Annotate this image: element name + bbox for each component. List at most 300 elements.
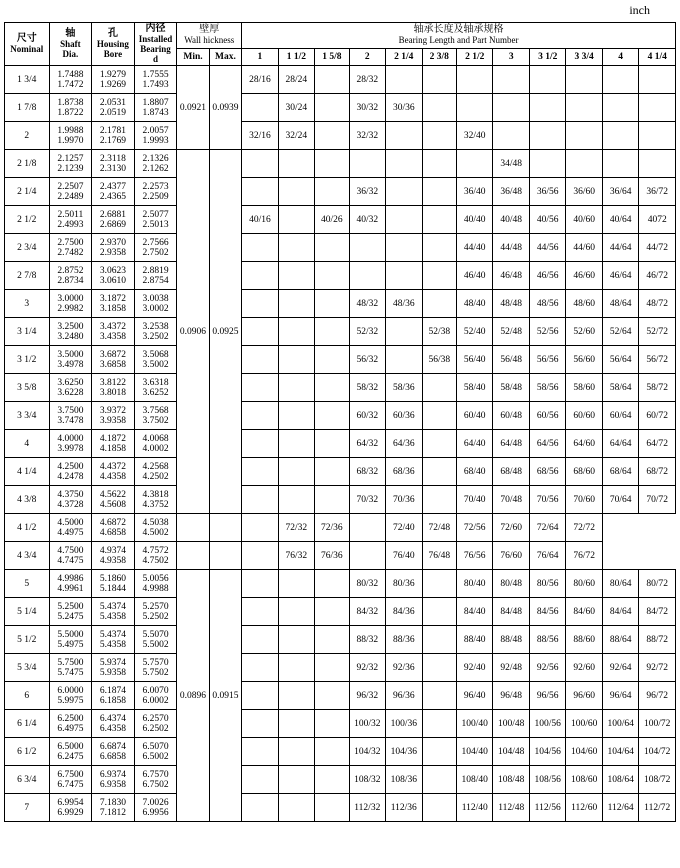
cell-length-2: [315, 458, 349, 486]
cell-length-3: 72/32: [278, 514, 314, 542]
cell-bearing: [134, 150, 177, 178]
cell-housing: [92, 458, 135, 486]
cell-shaft-upper: 2.7500: [57, 237, 84, 248]
cell-shaft: [49, 626, 92, 654]
cell-length-4: 60/36: [386, 402, 422, 430]
cell-length-7: 36/48: [493, 178, 529, 206]
header-wall-min: Min.: [177, 49, 209, 66]
cell-length-8: 64/56: [529, 430, 565, 458]
cell-shaft: [49, 122, 92, 150]
header-bearing-en3: d: [152, 54, 158, 64]
cell-size: 7: [5, 794, 50, 822]
cell-length-9: 58/60: [566, 374, 602, 402]
cell-length-1: [278, 458, 314, 486]
cell-housing-lower: 5.1844: [99, 583, 126, 594]
header-wall-thickness: [177, 23, 242, 49]
cell-housing-upper: 2.4377: [99, 181, 126, 192]
cell-length-4: 76/36: [315, 542, 349, 570]
cell-size: 4 1/2: [5, 514, 50, 542]
cell-housing-lower: 4.9358: [99, 555, 126, 566]
cell-bearing-lower: 1.8743: [142, 107, 169, 118]
cell-shaft-upper: 6.7500: [57, 769, 84, 780]
cell-length-11: 76/72: [566, 542, 602, 570]
cell-shaft-lower: 3.9978: [57, 443, 84, 454]
table-row: [5, 598, 676, 626]
cell-shaft-upper: 2.2507: [57, 181, 84, 192]
header-bearing: [134, 23, 177, 66]
cell-bearing: [134, 570, 177, 598]
cell-length-6: 92/40: [456, 654, 492, 682]
cell-bearing: [134, 458, 177, 486]
header-len-col-6: 2 1/2: [456, 49, 492, 66]
cell-bearing: [134, 794, 177, 822]
cell-bearing: [134, 598, 177, 626]
cell-bearing: [134, 542, 177, 570]
cell-length-6: [456, 66, 492, 94]
cell-length-2: [315, 710, 349, 738]
cell-length-10: 88/64: [602, 626, 638, 654]
cell-bearing-upper: 6.7570: [142, 769, 169, 780]
unit-label: inch: [629, 3, 650, 17]
cell-housing-upper: 4.4372: [99, 461, 126, 472]
table-row: [5, 542, 676, 570]
cell-shaft: [49, 430, 92, 458]
cell-length-7: 48/48: [493, 290, 529, 318]
cell-bearing-lower: 4.0002: [142, 443, 169, 454]
header-bearing-length: [242, 23, 676, 49]
cell-length-2: [315, 94, 349, 122]
cell-length-9: 104/60: [566, 738, 602, 766]
cell-length-1: 30/24: [278, 94, 314, 122]
cell-bearing: [134, 682, 177, 710]
cell-length-3: 96/32: [349, 682, 385, 710]
cell-housing-upper: 1.9279: [99, 69, 126, 80]
cell-length-5: [422, 402, 456, 430]
cell-length-9: 46/60: [566, 262, 602, 290]
header-len-col-9: 3 3/4: [566, 49, 602, 66]
cell-shaft: [49, 570, 92, 598]
table-row: [5, 178, 676, 206]
cell-length-3: 88/32: [349, 626, 385, 654]
cell-bearing: [134, 94, 177, 122]
cell-length-0: [242, 234, 278, 262]
cell-length-10: 76/64: [529, 542, 565, 570]
cell-length-7: 52/48: [493, 318, 529, 346]
cell-length-10: 60/64: [602, 402, 638, 430]
cell-housing-lower: 6.1858: [99, 695, 126, 706]
table-row: [5, 374, 676, 402]
cell-bearing-upper: 4.2568: [142, 461, 169, 472]
cell-length-11: 88/72: [639, 626, 676, 654]
header-size: [5, 23, 50, 66]
cell-length-5: [422, 430, 456, 458]
cell-length-7: [493, 94, 529, 122]
cell-length-8: 104/56: [529, 738, 565, 766]
cell-length-9: 108/60: [566, 766, 602, 794]
cell-housing-upper: 7.1830: [99, 797, 126, 808]
cell-length-7: [493, 122, 529, 150]
cell-shaft: [49, 234, 92, 262]
cell-shaft: [49, 318, 92, 346]
cell-length-11: 96/72: [639, 682, 676, 710]
cell-housing-upper: 2.6881: [99, 209, 126, 220]
cell-length-10: 108/64: [602, 766, 638, 794]
header-len-col-10: 4: [602, 49, 638, 66]
cell-length-4: [386, 262, 422, 290]
cell-wall-max: 0.0939: [209, 66, 241, 150]
cell-length-7: 108/48: [493, 766, 529, 794]
cell-length-8: [529, 66, 565, 94]
cell-shaft: [49, 150, 92, 178]
cell-length-3: 36/32: [349, 178, 385, 206]
table-body: [5, 66, 676, 822]
cell-length-0: [242, 290, 278, 318]
cell-bearing: [134, 402, 177, 430]
cell-housing-upper: 4.5622: [99, 489, 126, 500]
cell-size: 4 3/8: [5, 486, 50, 514]
cell-length-8: 40/56: [529, 206, 565, 234]
header-size-en: Nominal: [10, 44, 44, 54]
cell-length-8: 80/56: [529, 570, 565, 598]
cell-length-9: [566, 94, 602, 122]
cell-length-5: [349, 514, 385, 542]
cell-length-2: [315, 570, 349, 598]
cell-size: 6: [5, 682, 50, 710]
header-housing-en2: Bore: [103, 49, 123, 59]
cell-length-8: 52/56: [529, 318, 565, 346]
cell-shaft-upper: 5.5000: [57, 629, 84, 640]
cell-length-0: [242, 598, 278, 626]
cell-length-6: 56/40: [456, 346, 492, 374]
cell-length-9: 56/60: [566, 346, 602, 374]
cell-length-2: [315, 682, 349, 710]
cell-length-4: [386, 206, 422, 234]
cell-length-7: 104/48: [493, 738, 529, 766]
cell-shaft: [49, 682, 92, 710]
cell-length-11: [639, 66, 676, 94]
cell-length-6: 32/40: [456, 122, 492, 150]
cell-shaft-lower: 5.2475: [57, 611, 84, 622]
cell-shaft: [49, 542, 92, 570]
cell-length-4: 80/36: [386, 570, 422, 598]
cell-length-11: 80/72: [639, 570, 676, 598]
cell-length-8: 46/56: [529, 262, 565, 290]
cell-length-8: 60/56: [529, 402, 565, 430]
cell-size: 4 1/4: [5, 458, 50, 486]
cell-shaft-lower: 1.8722: [57, 107, 84, 118]
cell-length-4: [386, 234, 422, 262]
cell-length-2: [315, 654, 349, 682]
cell-length-5: [422, 486, 456, 514]
cell-length-11: 70/72: [639, 486, 676, 514]
cell-bearing-upper: 3.5068: [142, 349, 169, 360]
cell-shaft-lower: 2.4993: [57, 219, 84, 230]
cell-length-0: [242, 374, 278, 402]
cell-length-0: [242, 738, 278, 766]
cell-shaft: [49, 794, 92, 822]
cell-shaft-upper: 6.5000: [57, 741, 84, 752]
cell-length-7: 88/48: [493, 626, 529, 654]
cell-housing: [92, 766, 135, 794]
cell-housing-lower: 2.4365: [99, 191, 126, 202]
cell-length-10: 92/64: [602, 654, 638, 682]
cell-housing-upper: 4.9374: [99, 545, 126, 556]
cell-length-6: 52/40: [456, 318, 492, 346]
cell-size: 2 7/8: [5, 262, 50, 290]
cell-housing-upper: 6.4374: [99, 713, 126, 724]
cell-length-3: [349, 262, 385, 290]
cell-shaft-upper: 2.1257: [57, 153, 84, 164]
cell-bearing-lower: 6.0002: [142, 695, 169, 706]
cell-housing-lower: 2.6869: [99, 219, 126, 230]
cell-length-2: [315, 402, 349, 430]
header-housing-en1: Housing: [96, 39, 129, 49]
cell-length-3: 32/32: [349, 122, 385, 150]
header-bearing-cn: 内径: [145, 23, 166, 34]
cell-length-10: 52/64: [602, 318, 638, 346]
cell-housing: [92, 710, 135, 738]
table-row: [5, 710, 676, 738]
cell-shaft: [49, 206, 92, 234]
cell-length-3: 30/32: [349, 94, 385, 122]
cell-length-0: [242, 178, 278, 206]
cell-housing-lower: 6.4358: [99, 723, 126, 734]
cell-length-2: [315, 766, 349, 794]
cell-length-3: 108/32: [349, 766, 385, 794]
cell-housing-upper: 6.6874: [99, 741, 126, 752]
cell-length-9: 40/60: [566, 206, 602, 234]
cell-length-2: [315, 738, 349, 766]
cell-housing: [92, 486, 135, 514]
cell-length-9: 64/60: [566, 430, 602, 458]
cell-shaft-lower: 6.7475: [57, 779, 84, 790]
cell-shaft-upper: 4.0000: [57, 433, 84, 444]
cell-length-8: 56/56: [529, 346, 565, 374]
cell-length-5: [422, 570, 456, 598]
cell-size: 3 3/4: [5, 402, 50, 430]
cell-length-11: 100/72: [639, 710, 676, 738]
cell-bearing: [134, 262, 177, 290]
cell-length-7: 40/48: [493, 206, 529, 234]
cell-housing: [92, 542, 135, 570]
cell-wall-min: 0.0896: [177, 570, 209, 822]
cell-housing-lower: 3.9358: [99, 415, 126, 426]
cell-housing: [92, 374, 135, 402]
cell-shaft-lower: 1.9970: [57, 135, 84, 146]
cell-length-7: 60/48: [493, 402, 529, 430]
cell-length-0: [242, 346, 278, 374]
header-shaft-en1: Shaft: [60, 39, 81, 49]
cell-housing-lower: 2.0519: [99, 107, 126, 118]
cell-housing: [92, 430, 135, 458]
cell-length-0: 28/16: [242, 66, 278, 94]
cell-housing-lower: 3.1858: [99, 303, 126, 314]
cell-length-6: 36/40: [456, 178, 492, 206]
cell-size: 1 3/4: [5, 66, 50, 94]
cell-length-9: 36/60: [566, 178, 602, 206]
cell-length-10: 70/64: [602, 486, 638, 514]
cell-length-6: 40/40: [456, 206, 492, 234]
cell-housing-upper: 3.9372: [99, 405, 126, 416]
cell-shaft-lower: 3.7478: [57, 415, 84, 426]
cell-bearing-upper: 5.2570: [142, 601, 169, 612]
header-size-cn: 尺寸: [16, 33, 37, 44]
cell-length-10: 56/64: [602, 346, 638, 374]
cell-length-6: [456, 94, 492, 122]
cell-length-0: 32/16: [242, 122, 278, 150]
cell-housing-upper: 4.6872: [99, 517, 126, 528]
header-shaft-cn: 轴: [65, 28, 76, 39]
cell-bearing: [134, 318, 177, 346]
cell-length-3: [349, 234, 385, 262]
cell-length-5: [422, 598, 456, 626]
cell-housing-lower: 5.4358: [99, 639, 126, 650]
cell-bearing-lower: 4.2502: [142, 471, 169, 482]
cell-size: 2 1/2: [5, 206, 50, 234]
cell-length-0: [242, 794, 278, 822]
cell-bearing-upper: 2.8819: [142, 265, 169, 276]
cell-length-3: 84/32: [349, 598, 385, 626]
header-len-col-11: 4 1/4: [639, 49, 676, 66]
cell-length-7: 100/48: [493, 710, 529, 738]
cell-bearing: [134, 710, 177, 738]
cell-shaft-upper: 4.3750: [57, 489, 84, 500]
header-length-en: Bearing Length and Part Number: [398, 35, 519, 46]
cell-length-6: 104/40: [456, 738, 492, 766]
cell-bearing-upper: 1.8807: [142, 97, 169, 108]
cell-length-9: [566, 66, 602, 94]
cell-length-9: 112/60: [566, 794, 602, 822]
cell-bearing: [134, 626, 177, 654]
cell-length-1: [278, 570, 314, 598]
cell-length-4: [386, 346, 422, 374]
cell-length-2: [315, 234, 349, 262]
cell-shaft-upper: 3.7500: [57, 405, 84, 416]
cell-length-1: [278, 430, 314, 458]
cell-length-9: 44/60: [566, 234, 602, 262]
cell-length-1: [278, 598, 314, 626]
cell-length-0: [177, 542, 209, 570]
cell-length-5: [422, 94, 456, 122]
cell-length-2: [315, 122, 349, 150]
cell-shaft: [49, 598, 92, 626]
cell-length-10: 104/64: [602, 738, 638, 766]
table-row: [5, 318, 676, 346]
cell-length-11: 36/72: [639, 178, 676, 206]
cell-length-1: [278, 150, 314, 178]
cell-length-8: 36/56: [529, 178, 565, 206]
cell-housing-upper: 5.4374: [99, 601, 126, 612]
cell-shaft-upper: 1.8738: [57, 97, 84, 108]
header-len-col-8: 3 1/2: [529, 49, 565, 66]
cell-size: 4: [5, 430, 50, 458]
table-row: [5, 626, 676, 654]
cell-shaft: [49, 654, 92, 682]
cell-length-1: [278, 206, 314, 234]
cell-bearing: [134, 486, 177, 514]
cell-size: 3: [5, 290, 50, 318]
cell-length-5: [422, 374, 456, 402]
cell-housing-upper: 4.1872: [99, 433, 126, 444]
cell-length-7: 76/48: [422, 542, 456, 570]
cell-bearing-upper: 3.0038: [142, 293, 169, 304]
cell-housing-upper: 6.1874: [99, 685, 126, 696]
cell-length-10: 48/64: [602, 290, 638, 318]
cell-bearing: [134, 374, 177, 402]
cell-size: 2 1/8: [5, 150, 50, 178]
table-header: [5, 23, 676, 66]
header-wall-en: Wall hickness: [184, 35, 235, 46]
cell-shaft: [49, 710, 92, 738]
cell-bearing-upper: 4.7572: [142, 545, 169, 556]
cell-size: 6 1/4: [5, 710, 50, 738]
cell-length-6: 72/40: [386, 514, 422, 542]
cell-length-9: 84/60: [566, 598, 602, 626]
cell-shaft-lower: 6.2475: [57, 751, 84, 762]
cell-length-10: 84/64: [602, 598, 638, 626]
cell-length-4: 30/36: [386, 94, 422, 122]
cell-wall-max: 0.0925: [209, 150, 241, 514]
cell-housing: [92, 178, 135, 206]
table-row: [5, 262, 676, 290]
cell-bearing: [134, 766, 177, 794]
cell-length-10: [602, 94, 638, 122]
cell-length-11: 58/72: [639, 374, 676, 402]
cell-shaft-upper: 5.2500: [57, 601, 84, 612]
cell-length-7: 68/48: [493, 458, 529, 486]
cell-length-0: [242, 94, 278, 122]
cell-length-8: [529, 122, 565, 150]
cell-housing-lower: 4.6858: [99, 527, 126, 538]
cell-length-6: 112/40: [456, 794, 492, 822]
cell-length-10: [602, 150, 638, 178]
cell-length-0: [242, 486, 278, 514]
table-row: [5, 570, 676, 598]
cell-bearing-lower: 6.2502: [142, 723, 169, 734]
header-len-col-1: 1 1/2: [278, 49, 314, 66]
cell-shaft-lower: 1.7472: [57, 79, 84, 90]
cell-length-1: [278, 794, 314, 822]
cell-wall-max: 0.0915: [209, 570, 241, 822]
table-row: [5, 738, 676, 766]
cell-bearing: [134, 122, 177, 150]
cell-length-1: [209, 542, 241, 570]
cell-length-6: 64/40: [456, 430, 492, 458]
cell-bearing: [134, 206, 177, 234]
cell-shaft-upper: 5.7500: [57, 657, 84, 668]
cell-bearing-upper: 2.7566: [142, 237, 169, 248]
cell-length-8: [529, 94, 565, 122]
cell-length-2: [315, 598, 349, 626]
cell-housing-upper: 3.8122: [99, 377, 126, 388]
cell-length-3: 58/32: [349, 374, 385, 402]
cell-housing: [92, 794, 135, 822]
cell-shaft-lower: 4.7475: [57, 555, 84, 566]
cell-housing-lower: 7.1812: [99, 807, 126, 818]
cell-length-5: [422, 626, 456, 654]
cell-length-2: [315, 262, 349, 290]
cell-length-4: 58/36: [386, 374, 422, 402]
cell-length-6: 76/40: [386, 542, 422, 570]
cell-length-3: 80/32: [349, 570, 385, 598]
cell-shaft: [49, 374, 92, 402]
header-group-row: [5, 23, 676, 49]
cell-length-4: [386, 66, 422, 94]
cell-shaft-lower: 2.7482: [57, 247, 84, 258]
cell-length-11: 104/72: [639, 738, 676, 766]
cell-length-7: 44/48: [493, 234, 529, 262]
cell-housing-upper: 3.6872: [99, 349, 126, 360]
